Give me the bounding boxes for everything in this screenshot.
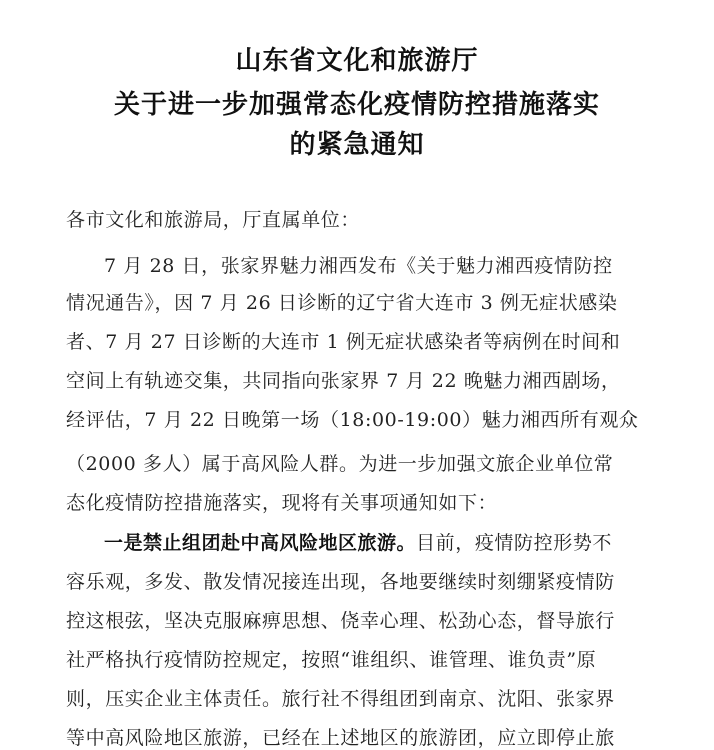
paragraph-1-line-7: 态化疫情防控措施落实，现将有关事项通知如下： [66, 492, 498, 514]
paragraph-1-line-4: 空间上有轨迹交集，共同指向张家界 7 月 22 晚魅力湘西剧场， [66, 370, 621, 392]
paragraph-2-line-2: 容乐观，多发、散发情况接连出现，各地要继续时刻绷紧疫情防 [66, 571, 615, 593]
document-title-line-1: 山东省文化和旅游厅 [235, 46, 479, 76]
paragraph-1-line-2: 情况通告》，因 7 月 26 日诊断的辽宁省大连市 3 例无症状感染 [66, 292, 618, 314]
paragraph-1-line-6: （2000 多人）属于高风险人群。为进一步加强文旅企业单位常 [66, 453, 614, 475]
document-title-line-3: 的紧急通知 [289, 130, 425, 160]
paragraph-2-first-rest: 目前，疫情防控形势不 [416, 532, 613, 554]
document-title-line-2: 关于进一步加强常态化疫情防控措施落实 [113, 90, 600, 120]
paragraph-2-line-3: 控这根弦，坚决克服麻痹思想、侥幸心理、松劲心态，督导旅行 [66, 610, 615, 632]
paragraph-2-line-5: 则，压实企业主体责任。旅行社不得组团到南京、沈阳、张家界 [66, 688, 615, 710]
salutation: 各市文化和旅游局，厅直属单位： [66, 209, 361, 231]
paragraph-2-heading: 一是禁止组团赴中高风险地区旅游。 [104, 532, 417, 554]
paragraph-1-line-5: 经评估，7 月 22 日晚第一场（18:00-19:00）魅力湘西所有观众 [66, 409, 639, 431]
paragraph-1-line-1: 7 月 28 日，张家界魅力湘西发布《关于魅力湘西疫情防控 [104, 255, 613, 277]
paragraph-2-line-1 [104, 531, 612, 555]
paragraph-1-line-3: 者、7 月 27 日诊断的大连市 1 例无症状感染者等病例在时间和 [66, 331, 621, 353]
paragraph-2-line-4: 社严格执行疫情防控规定，按照“谁组织、谁管理、谁负责”原 [66, 649, 597, 671]
paragraph-2-line-6: 等中高风险地区旅游，已经在上述地区的旅游团，应立即停止旅 [66, 727, 615, 749]
